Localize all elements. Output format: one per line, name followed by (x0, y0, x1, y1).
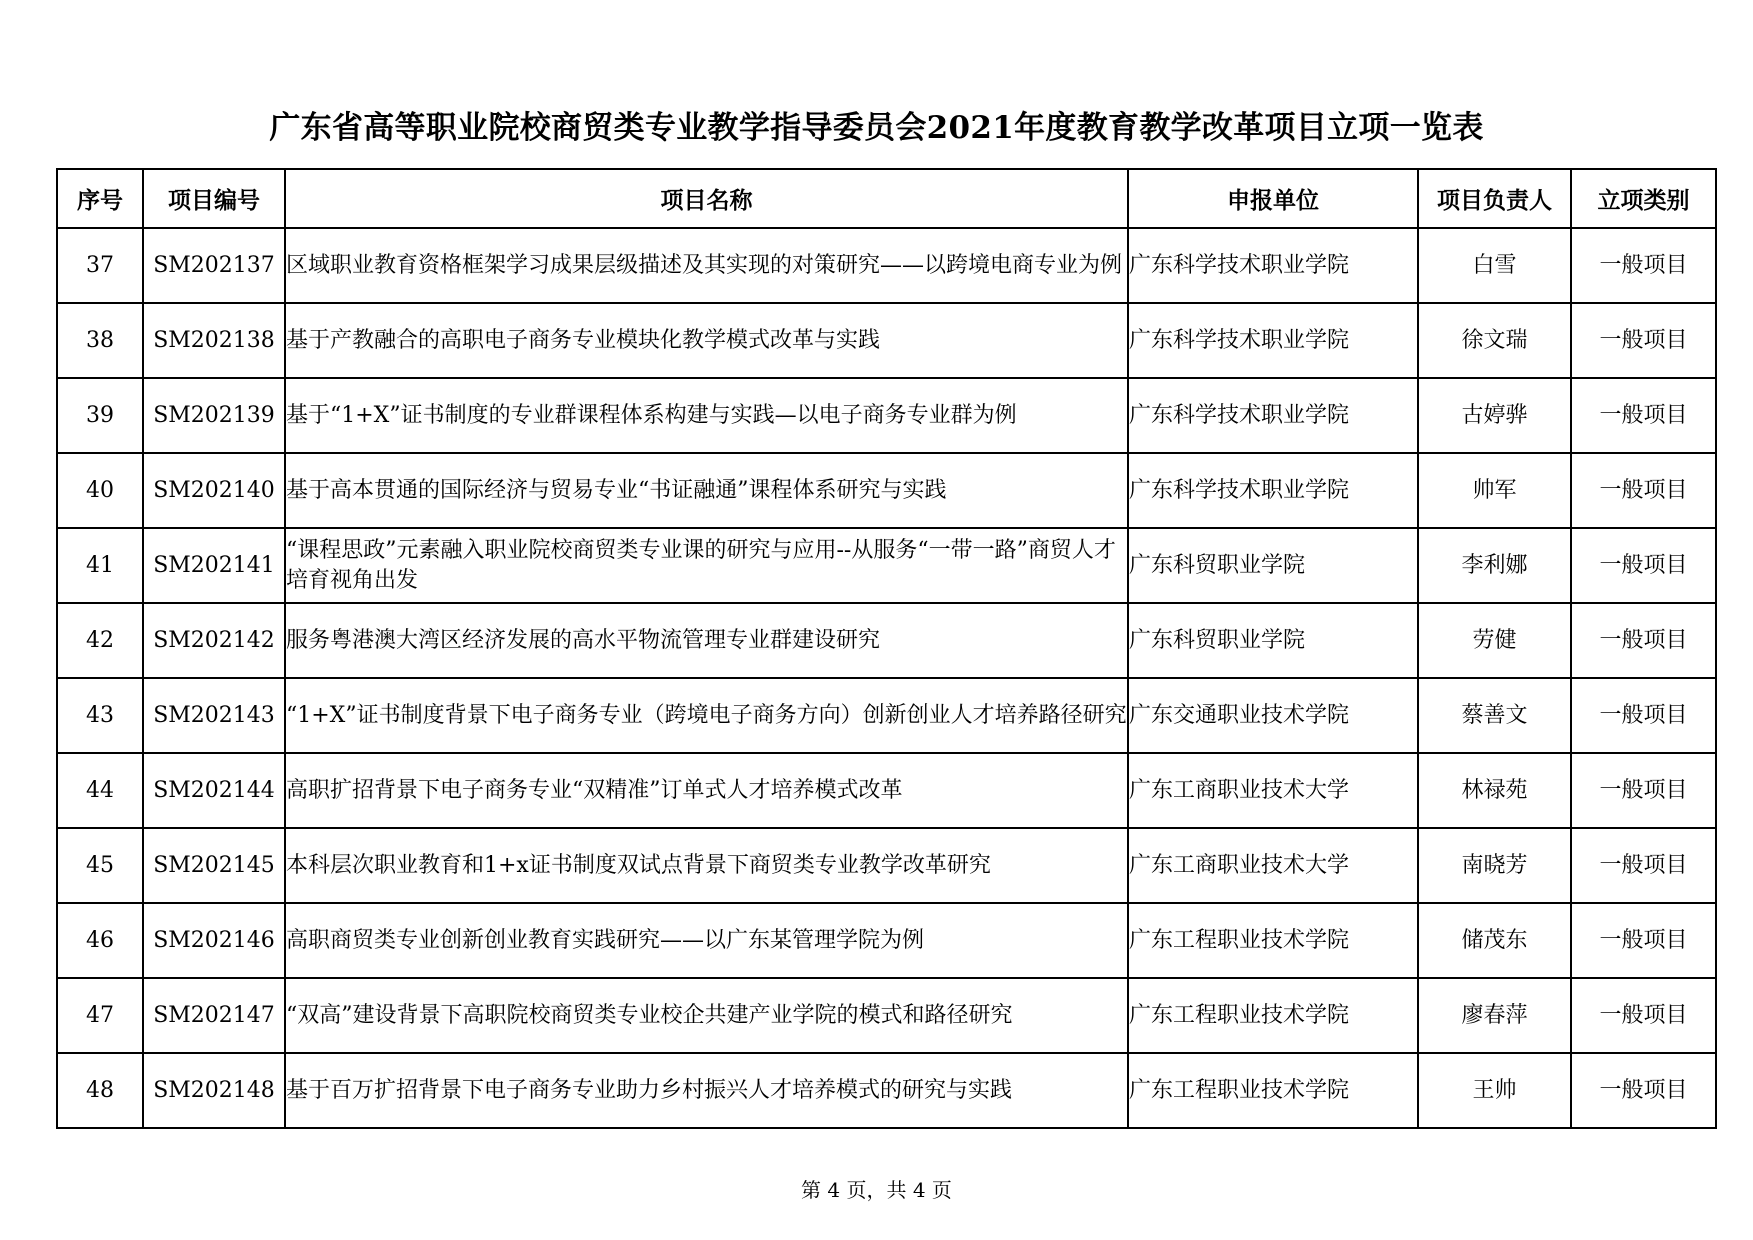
row-category: 一般项目 (1571, 678, 1716, 753)
header-name: 项目名称 (285, 169, 1128, 228)
row-unit: 广东科学技术职业学院 (1128, 378, 1418, 453)
row-unit: 广东工程职业技术学院 (1128, 903, 1418, 978)
row-index: 39 (57, 378, 143, 453)
table-row (57, 303, 1716, 378)
table-row (57, 228, 1716, 303)
row-unit: 广东工程职业技术学院 (1128, 1053, 1418, 1128)
row-leader: 林禄苑 (1418, 753, 1571, 828)
table-row (57, 453, 1716, 528)
row-category: 一般项目 (1571, 903, 1716, 978)
table-header-row (57, 169, 1716, 228)
row-category: 一般项目 (1571, 1053, 1716, 1128)
row-leader: 古婷骅 (1418, 378, 1571, 453)
row-project-name: 基于“1+X”证书制度的专业群课程体系构建与实践—以电子商务专业群为例 (285, 378, 1128, 453)
row-project-name: “课程思政”元素融入职业院校商贸类专业课的研究与应用--从服务“一带一路”商贸人才培育视角出发 (285, 528, 1128, 603)
row-unit: 广东工程职业技术学院 (1128, 978, 1418, 1053)
row-unit: 广东科学技术职业学院 (1128, 453, 1418, 528)
table-row (57, 753, 1716, 828)
page-footer: 第 4 页，共 4 页 (801, 1178, 952, 1202)
row-category: 一般项目 (1571, 228, 1716, 303)
row-leader: 劳健 (1418, 603, 1571, 678)
row-category: 一般项目 (1571, 978, 1716, 1053)
table-row (57, 828, 1716, 903)
row-leader: 帅军 (1418, 453, 1571, 528)
row-index: 44 (57, 753, 143, 828)
row-code: SM202147 (143, 978, 285, 1053)
row-category: 一般项目 (1571, 753, 1716, 828)
row-leader: 南晓芳 (1418, 828, 1571, 903)
header-code: 项目编号 (143, 169, 285, 228)
row-unit: 广东科贸职业学院 (1128, 528, 1418, 603)
row-code: SM202143 (143, 678, 285, 753)
row-project-name: 服务粤港澳大湾区经济发展的高水平物流管理专业群建设研究 (285, 603, 1128, 678)
row-project-name: “1+X”证书制度背景下电子商务专业（跨境电子商务方向）创新创业人才培养路径研究 (285, 678, 1128, 753)
table-row (57, 978, 1716, 1053)
header-unit: 申报单位 (1128, 169, 1418, 228)
row-index: 48 (57, 1053, 143, 1128)
row-project-name: 基于百万扩招背景下电子商务专业助力乡村振兴人才培养模式的研究与实践 (285, 1053, 1128, 1128)
row-code: SM202142 (143, 603, 285, 678)
row-leader: 白雪 (1418, 228, 1571, 303)
row-leader: 徐文瑞 (1418, 303, 1571, 378)
row-index: 41 (57, 528, 143, 603)
table-row (57, 903, 1716, 978)
row-leader: 王帅 (1418, 1053, 1571, 1128)
row-project-name: “双高”建设背景下高职院校商贸类专业校企共建产业学院的模式和路径研究 (285, 978, 1128, 1053)
row-index: 42 (57, 603, 143, 678)
row-category: 一般项目 (1571, 528, 1716, 603)
row-project-name: 本科层次职业教育和1+x证书制度双试点背景下商贸类专业教学改革研究 (285, 828, 1128, 903)
row-unit: 广东工商职业技术大学 (1128, 753, 1418, 828)
table-row (57, 1053, 1716, 1128)
row-code: SM202138 (143, 303, 285, 378)
row-project-name: 高职商贸类专业创新创业教育实践研究——以广东某管理学院为例 (285, 903, 1128, 978)
row-unit: 广东科贸职业学院 (1128, 603, 1418, 678)
row-category: 一般项目 (1571, 303, 1716, 378)
row-index: 43 (57, 678, 143, 753)
row-leader: 蔡善文 (1418, 678, 1571, 753)
row-index: 37 (57, 228, 143, 303)
row-index: 46 (57, 903, 143, 978)
header-index: 序号 (57, 169, 143, 228)
row-project-name: 高职扩招背景下电子商务专业“双精准”订单式人才培养模式改革 (285, 753, 1128, 828)
row-project-name: 基于高本贯通的国际经济与贸易专业“书证融通”课程体系研究与实践 (285, 453, 1128, 528)
row-code: SM202145 (143, 828, 285, 903)
table-row (57, 603, 1716, 678)
row-unit: 广东交通职业技术学院 (1128, 678, 1418, 753)
row-category: 一般项目 (1571, 378, 1716, 453)
row-code: SM202144 (143, 753, 285, 828)
header-leader: 项目负责人 (1418, 169, 1571, 228)
table-row (57, 678, 1716, 753)
row-unit: 广东工商职业技术大学 (1128, 828, 1418, 903)
row-code: SM202139 (143, 378, 285, 453)
row-index: 47 (57, 978, 143, 1053)
row-code: SM202148 (143, 1053, 285, 1128)
row-index: 45 (57, 828, 143, 903)
page-title: 广东省高等职业院校商贸类专业教学指导委员会2021年度教育教学改革项目立项一览表 (269, 110, 1484, 146)
row-code: SM202137 (143, 228, 285, 303)
row-index: 40 (57, 453, 143, 528)
row-leader: 储茂东 (1418, 903, 1571, 978)
row-code: SM202141 (143, 528, 285, 603)
row-index: 38 (57, 303, 143, 378)
row-category: 一般项目 (1571, 603, 1716, 678)
row-category: 一般项目 (1571, 828, 1716, 903)
row-category: 一般项目 (1571, 453, 1716, 528)
row-unit: 广东科学技术职业学院 (1128, 228, 1418, 303)
row-code: SM202140 (143, 453, 285, 528)
row-project-name: 区域职业教育资格框架学习成果层级描述及其实现的对策研究——以跨境电商专业为例 (285, 228, 1128, 303)
table-row (57, 528, 1716, 603)
row-leader: 李利娜 (1418, 528, 1571, 603)
row-leader: 廖春萍 (1418, 978, 1571, 1053)
project-list-table (56, 168, 1717, 1129)
row-code: SM202146 (143, 903, 285, 978)
table-row (57, 378, 1716, 453)
row-project-name: 基于产教融合的高职电子商务专业模块化教学模式改革与实践 (285, 303, 1128, 378)
header-category: 立项类别 (1571, 169, 1716, 228)
row-unit: 广东科学技术职业学院 (1128, 303, 1418, 378)
